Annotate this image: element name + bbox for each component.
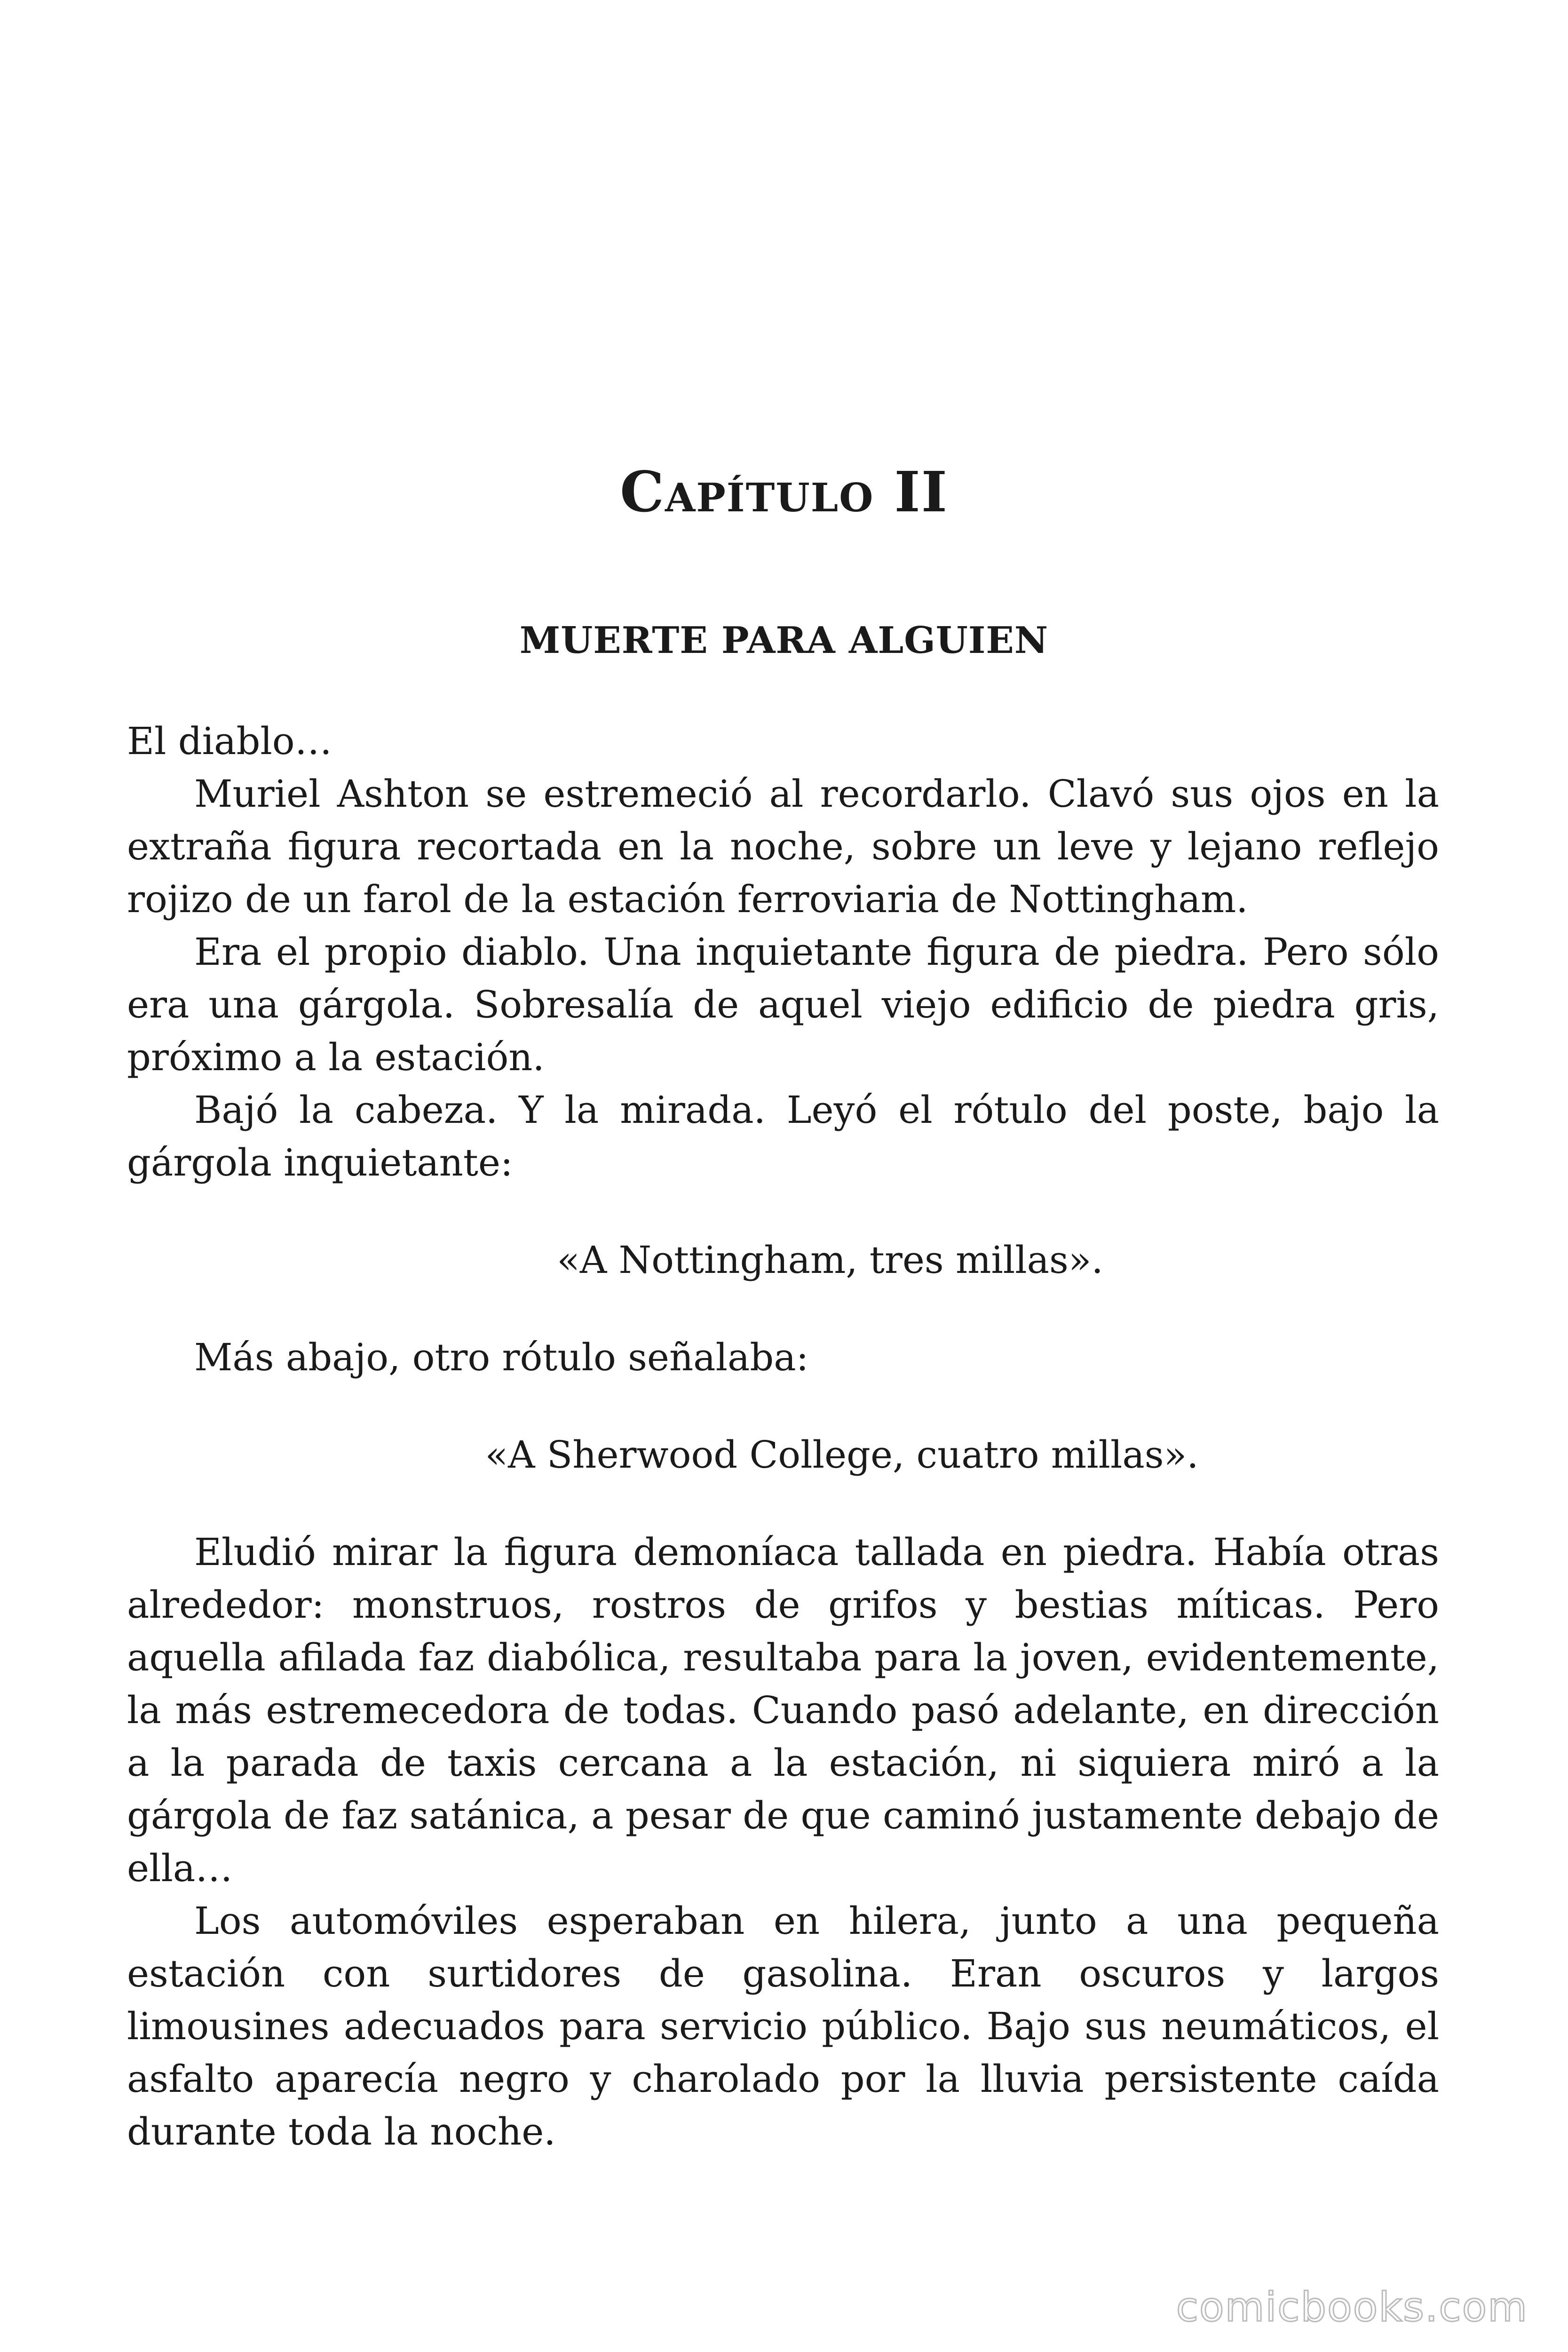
watermark: comicbooks.com [1176, 2284, 1528, 2331]
paragraph: Era el propio diablo. Una inquietante figura de piedra. Pero sólo era una gárgola. Sobresalía de aquel viejo edificio de piedra gris, próximo a la estación. [127, 930, 1439, 1079]
paragraph: Los automóviles esperaban en hilera, junto a una pequeña estación con surtidores de gasolina. Eran oscuros y largos limousines adecuados para servicio público. Bajo sus neumáticos, el asfalto aparecía negro y charolado por la lluvia persistente caída durante toda la noche. [127, 1899, 1439, 2153]
signpost-quote: «A Sherwood College, cuatro millas». [485, 1433, 1199, 1477]
chapter-body [127, 715, 1439, 2158]
chapter-subtitle: MUERTE PARA ALGUIEN [519, 619, 1049, 662]
paragraph-opening: El diablo… [127, 719, 333, 763]
chapter-title: Capítulo II [620, 459, 948, 524]
signpost-quote: «A Nottingham, tres millas». [557, 1238, 1103, 1282]
paragraph: Eludió mirar la figura demoníaca tallada en piedra. Había otras alrededor: monstruos, rostros de grifos y bestias míticas. Pero aquella afilada faz diabólica, resultaba para la joven, evidentemente, la más estremecedora de todas. Cuando pasó adelante, en dirección a la parada de taxis cercana a la estación, ni siquiera miró a la gárgola de faz satánica, a pesar de que caminó justamente debajo de ella… [127, 1530, 1439, 1890]
paragraph: Muriel Ashton se estremeció al recordarlo. Clavó sus ojos en la extraña figura recortada en la noche, sobre un leve y lejano reflejo rojizo de un farol de la estación ferroviaria de Nottingham. [127, 772, 1439, 921]
paragraph: Más abajo, otro rótulo señalaba: [194, 1335, 809, 1379]
paragraph: Bajó la cabeza. Y la mirada. Leyó el rótulo del poste, bajo la gárgola inquietante: [127, 1088, 1439, 1184]
